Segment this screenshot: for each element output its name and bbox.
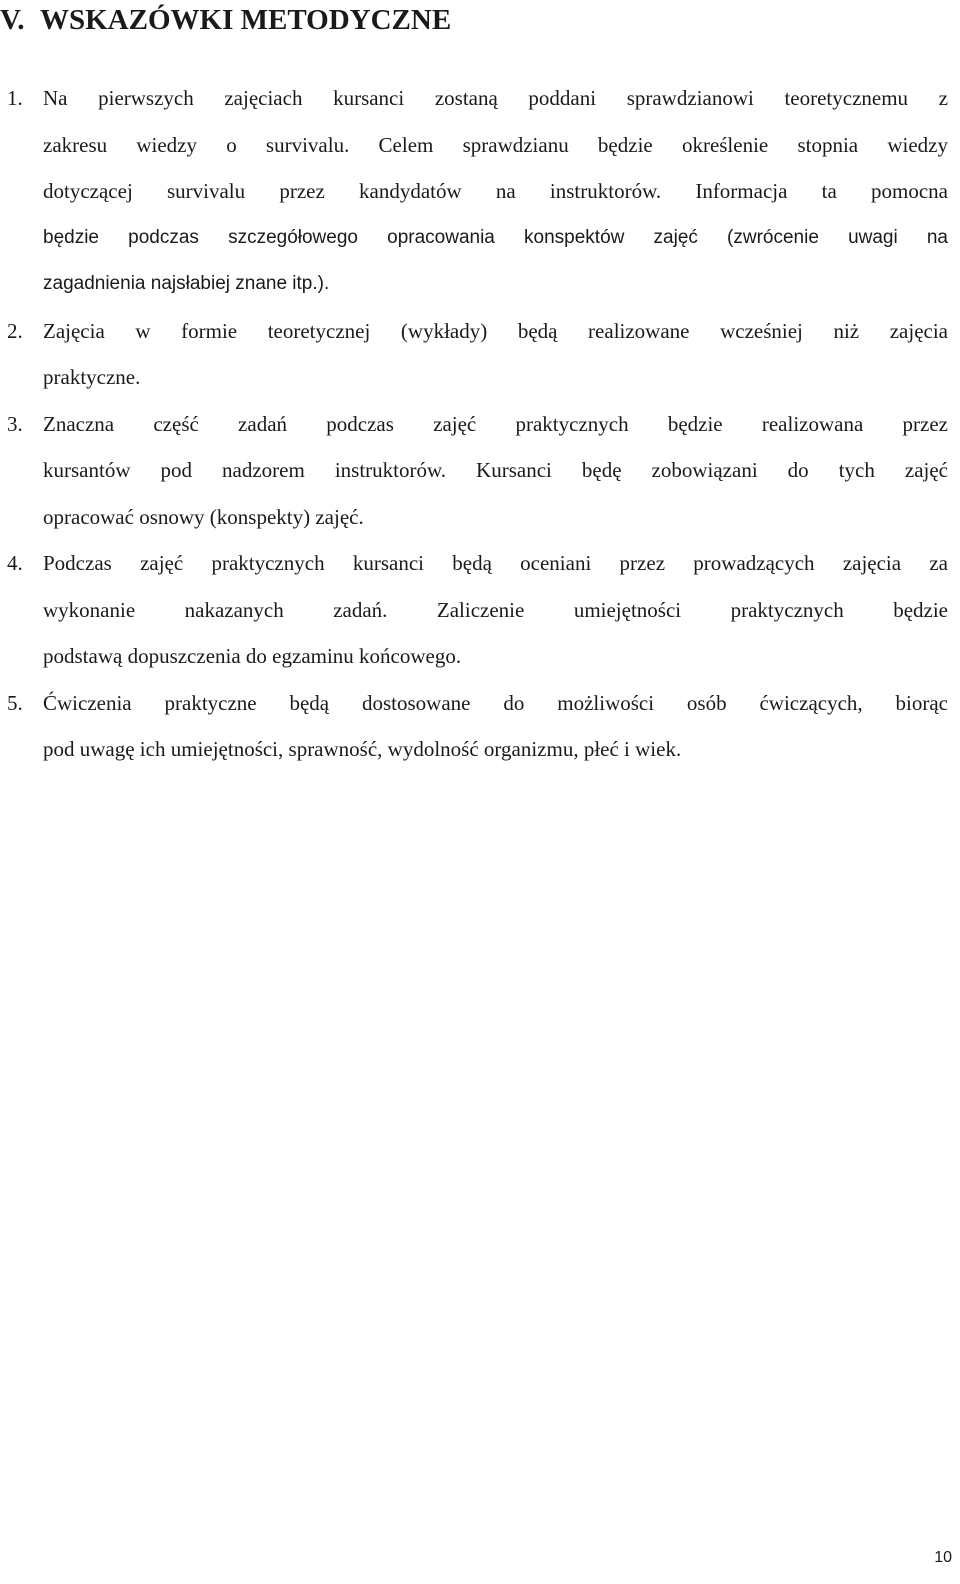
list-item-line: wykonanie nakazanych zadań. Zaliczenie umiejętności praktycznych będzie	[43, 597, 948, 622]
list-item-line: opracować osnowy (konspekty) zajęć.	[43, 504, 364, 529]
list-item-number: 5.	[7, 690, 23, 715]
list-item-number: 2.	[7, 318, 23, 343]
list-item-line: Znaczna część zadań podczas zajęć praktycznych będzie realizowana przez	[43, 411, 948, 436]
section-heading	[0, 2, 451, 38]
page-number: 10	[934, 1549, 952, 1566]
list-item-line: podstawą dopuszczenia do egzaminu końcowego.	[43, 644, 462, 668]
list-item-number: 3.	[7, 411, 23, 436]
list-item-line: kursantów pod nadzorem instruktorów. Kursanci będę zobowiązani do tych zajęć	[43, 458, 948, 482]
list-item	[0, 401, 948, 541]
list-item-line: praktyczne.	[43, 365, 141, 389]
list-item	[0, 680, 948, 773]
list-item-line: Na pierwszych zajęciach kursanci zostaną poddani sprawdzianowi teoretycznemu z	[43, 86, 948, 110]
list-item-line: Ćwiczenia praktyczne będą dostosowane do możliwości osób ćwiczących, biorąc	[43, 690, 948, 715]
list-item-line: zakresu wiedzy o survivalu. Celem sprawdzianu będzie określenie stopnia wiedzy	[43, 132, 948, 157]
list-item-line: Podczas zajęć praktycznych kursanci będą oceniani przez prowadzących zajęcia za	[43, 551, 948, 575]
list-item	[0, 308, 948, 401]
list-item-line: pod uwagę ich umiejętności, sprawność, wydolność organizmu, płeć i wiek.	[43, 737, 682, 761]
section-title: WSKAZÓWKI METODYCZNE	[40, 4, 452, 36]
list-item-line: Zajęcia w formie teoretycznej (wykłady) będą realizowane wcześniej niż zajęcia	[43, 318, 948, 343]
list-item-number: 4.	[7, 551, 23, 575]
list-item-line: zagadnienia najsłabiej znane itp.).	[43, 273, 330, 294]
instruction-list	[0, 75, 948, 773]
list-item	[0, 75, 948, 308]
list-item-number: 1.	[7, 86, 23, 110]
section-number: V.	[0, 4, 25, 36]
list-item	[0, 540, 948, 680]
list-item-line: dotyczącej survivalu przez kandydatów na instruktorów. Informacja ta pomocna	[43, 179, 948, 203]
list-item-line: będzie podczas szczegółowego opracowania konspektów zajęć (zwrócenie uwagi na	[43, 226, 948, 248]
